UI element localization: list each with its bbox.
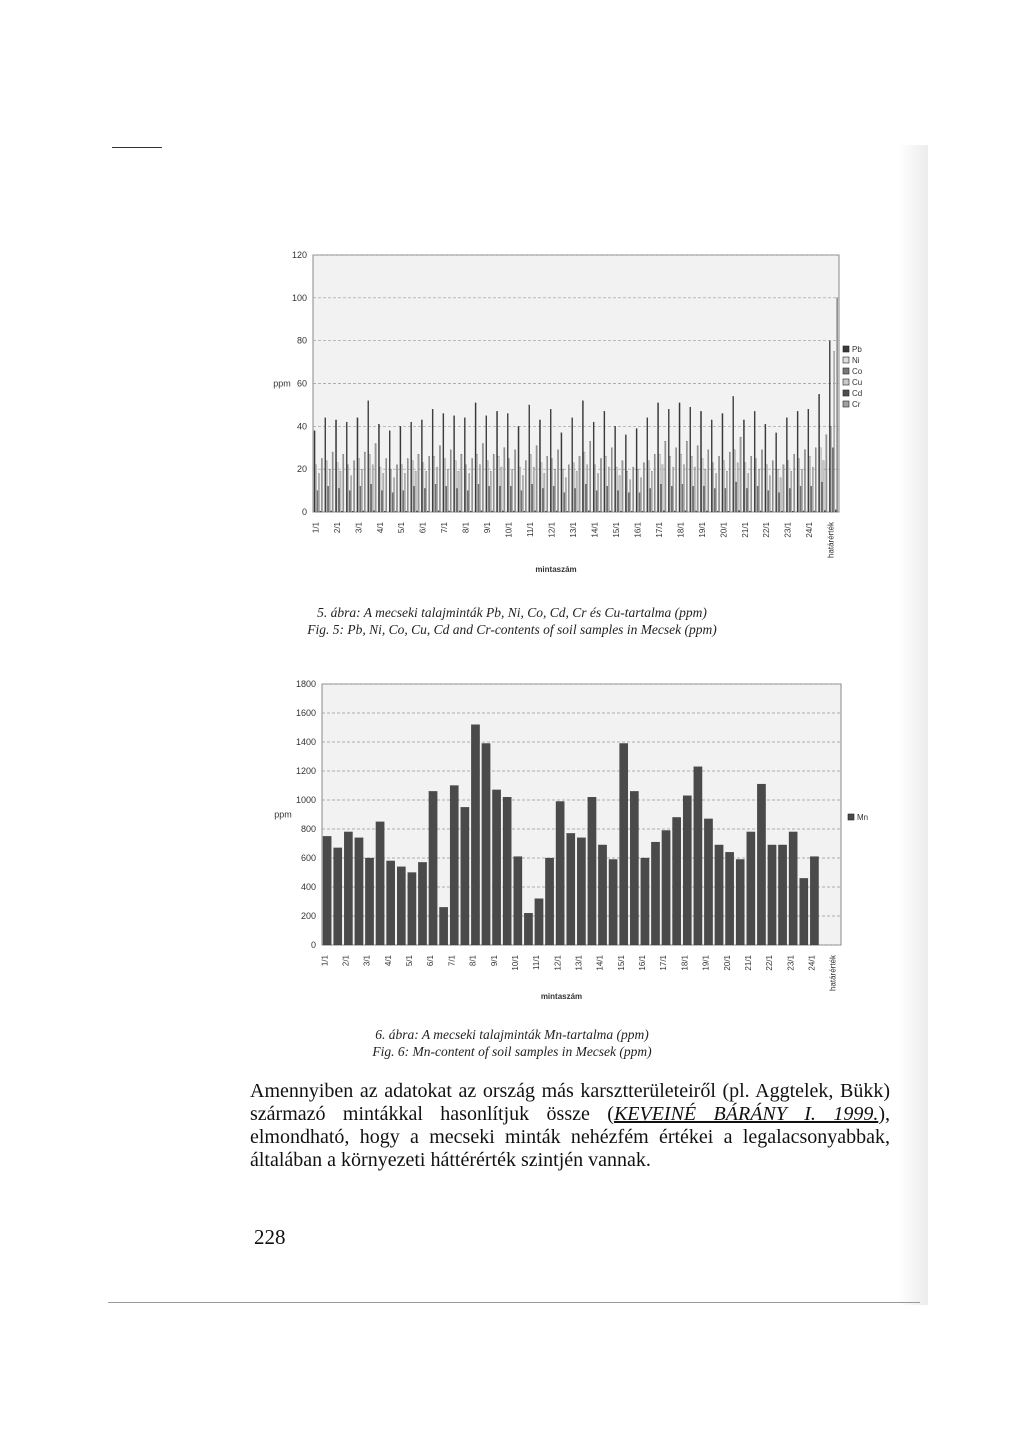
bar-mn [482, 743, 490, 945]
x-tick-label: 20/1 [722, 955, 732, 971]
bottom-rule [108, 1302, 920, 1303]
paragraph-text-1: Amennyiben az adatokat az ország más karsztterületeiről (pl. Aggtelek, Bükk) származó mintákkal hasonlítjuk össze ( [250, 1080, 890, 1125]
legend-label: Cr [852, 400, 861, 409]
paragraph-text-2: ), elmondható, hogy a mecseki minták nehézfém értékei a legalacsonyabbak, általában a környezeti háttérérték szintjén vannak. [250, 1103, 890, 1171]
x-tick-label: 12/1 [553, 955, 563, 971]
x-tick-label: 23/1 [786, 955, 796, 971]
x-tick-label: 3/1 [362, 955, 372, 967]
x-tick-label: 19/1 [697, 522, 707, 538]
bar-mn [768, 845, 776, 945]
bar-mn [800, 878, 808, 945]
x-tick-label: 13/1 [574, 955, 584, 971]
bar-mn [609, 859, 617, 945]
x-tick-label: 18/1 [680, 955, 690, 971]
x-tick-label: 2/1 [341, 955, 351, 967]
bar-mn [588, 797, 596, 945]
y-tick-label: 60 [296, 378, 307, 389]
x-tick-label: 14/1 [590, 522, 600, 538]
x-tick-label: 15/1 [616, 955, 626, 971]
bar-mn [736, 859, 744, 945]
y-axis-label: ppm [273, 378, 291, 389]
x-tick-label: 24/1 [807, 955, 817, 971]
y-tick-label: 1400 [295, 737, 316, 747]
x-tick-label: 21/1 [743, 955, 753, 971]
x-tick-label: határérték [828, 955, 838, 992]
citation-reference: KEVEINÉ BÁRÁNY I. 1999. [613, 1103, 879, 1125]
x-tick-label: 10/1 [504, 522, 514, 538]
bar-mn [535, 899, 543, 945]
x-tick-label: 4/1 [383, 955, 393, 967]
y-tick-label: 200 [300, 911, 316, 921]
bar-mn [376, 822, 384, 945]
bar-mn [694, 767, 702, 945]
figure-5-caption-hu: 5. ábra: A mecseki talajminták Pb, Ni, Co, Cd, Cr és Cu-tartalma (ppm) [317, 605, 707, 620]
x-tick-label: 9/1 [483, 522, 493, 534]
y-tick-label: 0 [301, 507, 307, 517]
bar-mn [439, 907, 447, 945]
y-tick-label: 1600 [295, 708, 316, 718]
bar-mn [641, 858, 649, 945]
y-tick-label: 1200 [295, 766, 316, 776]
bar-mn [715, 845, 723, 945]
y-tick-label: 80 [296, 335, 307, 346]
y-axis-label: ppm [274, 809, 292, 820]
y-tick-label: 800 [300, 824, 316, 834]
x-axis-label: mintaszám [540, 992, 583, 1001]
bar-mn [514, 857, 522, 945]
y-tick-label: 400 [300, 882, 316, 892]
x-tick-label: 13/1 [569, 522, 578, 538]
x-tick-label: 6/1 [418, 522, 428, 534]
x-tick-label: 1/1 [311, 522, 321, 534]
bar-mn [651, 842, 659, 945]
bar-mn [567, 833, 575, 945]
page-number: 228 [254, 1225, 286, 1249]
bar-mn [598, 845, 606, 945]
legend-label: Pb [852, 345, 862, 354]
x-tick-label: 18/1 [676, 522, 686, 538]
body-paragraph [250, 1080, 890, 1172]
y-tick-label: 20 [296, 464, 307, 475]
bar-mn [725, 852, 733, 945]
x-tick-label: 8/1 [468, 955, 478, 967]
y-tick-label: 40 [296, 421, 307, 432]
bar-mn [387, 861, 395, 945]
figure-6-caption-hu: 6. ábra: A mecseki talajminták Mn-tartalma (ppm) [375, 1027, 649, 1042]
legend-label: Cd [852, 389, 863, 398]
bar-mn [524, 913, 532, 945]
bar-mn [418, 862, 426, 945]
bar-mn [334, 848, 342, 945]
y-tick-label: 1000 [295, 795, 316, 805]
x-tick-label: 22/1 [765, 955, 775, 971]
x-tick-label: 24/1 [805, 522, 815, 538]
bar-mn [789, 832, 797, 945]
x-tick-label: 20/1 [719, 522, 729, 538]
x-tick-label: 17/1 [654, 522, 664, 538]
x-tick-label: 15/1 [611, 522, 621, 538]
x-tick-label: 21/1 [740, 522, 750, 538]
x-tick-label: 2/1 [332, 522, 342, 534]
x-tick-label: 19/1 [701, 955, 711, 971]
bar-mn [620, 743, 628, 945]
x-tick-label: 16/1 [638, 955, 648, 971]
bar-mn [757, 784, 765, 945]
y-tick-label: 0 [310, 940, 316, 950]
x-tick-label: 10/1 [510, 955, 520, 971]
x-tick-label: 3/1 [354, 522, 364, 534]
x-tick-label: 17/1 [659, 955, 669, 971]
x-tick-label: határérték [826, 522, 836, 559]
bar-mn [355, 838, 363, 945]
figure-6-caption-en: Fig. 6: Mn-content of soil samples in Mecsek (ppm) [372, 1044, 652, 1059]
x-tick-label: 23/1 [783, 522, 793, 538]
x-tick-label: 5/1 [405, 955, 415, 967]
bar-mn [429, 791, 437, 945]
bar-mn [344, 832, 352, 945]
x-tick-label: 11/1 [526, 522, 536, 537]
bar-mn [704, 819, 712, 945]
bar-mn [397, 867, 405, 945]
legend-label: Cu [852, 378, 863, 387]
x-tick-label: 22/1 [762, 522, 772, 538]
legend-swatch [848, 814, 854, 820]
bar-mn [577, 838, 585, 945]
bar-mn [461, 807, 469, 945]
x-tick-label: 7/1 [440, 522, 450, 534]
x-tick-label: 6/1 [426, 955, 436, 967]
bar-mn [471, 725, 479, 945]
x-tick-label: 8/1 [461, 522, 471, 534]
bar-mn [672, 817, 680, 945]
bar-mn [630, 791, 638, 945]
legend-label: Mn [857, 813, 869, 822]
bar-mn [365, 858, 373, 945]
x-tick-label: 5/1 [397, 522, 407, 534]
figure-5-caption-en: Fig. 5: Pb, Ni, Co, Cu, Cd and Cr-contents of soil samples in Mecsek (ppm) [307, 622, 717, 637]
bar-mn [662, 830, 670, 945]
bar-mn [492, 790, 500, 945]
legend-label: Co [852, 367, 863, 376]
bar-mn [503, 797, 511, 945]
y-tick-label: 120 [291, 250, 307, 260]
x-tick-label: 4/1 [375, 522, 385, 534]
x-axis-label: mintaszám [535, 565, 577, 574]
x-tick-label: 12/1 [547, 522, 557, 538]
x-tick-label: 14/1 [595, 955, 605, 971]
bar-mn [545, 858, 553, 945]
bar-mn [323, 836, 331, 945]
bar-mn [556, 801, 564, 945]
x-tick-label: 11/1 [532, 955, 542, 970]
x-tick-label: 1/1 [320, 955, 330, 967]
bar-mn [810, 857, 818, 945]
x-tick-label: 16/1 [633, 522, 643, 538]
bar-mn [778, 845, 786, 945]
y-tick-label: 100 [291, 292, 307, 303]
legend-label: Ni [852, 356, 860, 365]
bar-mn [683, 796, 691, 945]
bar-mn [408, 873, 416, 946]
y-tick-label: 1800 [295, 679, 316, 689]
bar-mn [450, 786, 458, 946]
bar-mn [747, 832, 755, 945]
y-tick-label: 600 [300, 853, 316, 863]
x-tick-label: 7/1 [447, 955, 457, 967]
x-tick-label: 9/1 [489, 955, 499, 967]
